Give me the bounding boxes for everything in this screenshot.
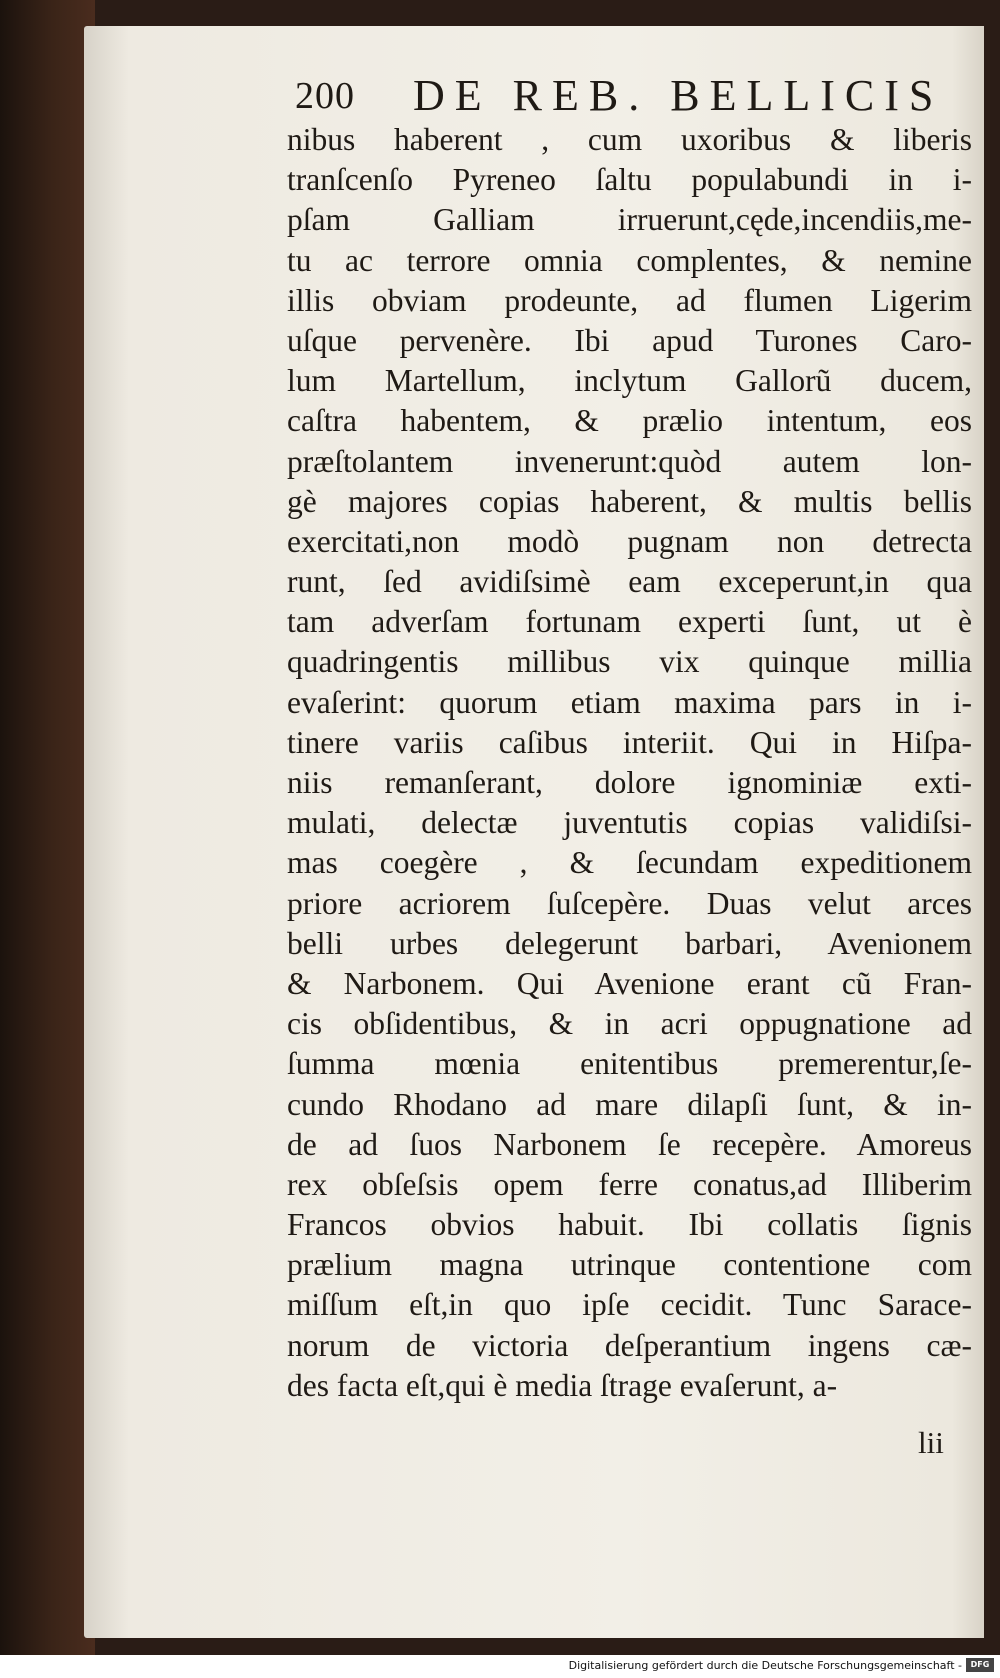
text-line: exercitati,non modò pugnam non detrecta — [287, 523, 972, 559]
text-line: rex obſeſsis opem ferre conatus,ad Illiberim — [287, 1166, 972, 1202]
text-line: Francos obvios habuit. Ibi collatis ſignis — [287, 1207, 972, 1243]
text-line: gè majores copias haberent, & multis bellis — [287, 483, 972, 519]
text-line: pſam Galliam irruerunt,cęde,incendiis,me- — [287, 202, 972, 238]
text-line: priore acriorem ſuſcepère. Duas velut arces — [287, 885, 972, 921]
text-line: illis obviam prodeunte, ad flumen Ligerim — [287, 282, 972, 318]
text-line: & Narbonem. Qui Avenione erant cũ Fran- — [287, 965, 972, 1001]
text-line: lum Martellum, inclytum Gallorũ ducem, — [287, 363, 972, 399]
text-line: cundo Rhodano ad mare dilapſi ſunt, & in- — [287, 1086, 972, 1122]
text-line: cis obſidentibus, & in acri oppugnatione ad — [287, 1006, 972, 1042]
text-line: quadringentis millibus vix quinque millia — [287, 644, 972, 680]
text-line: belli urbes delegerunt barbari, Avenionem — [287, 925, 972, 961]
catchword: lii — [918, 1425, 944, 1460]
text-line: ſumma mœnia enitentibus premerentur,ſe- — [287, 1046, 972, 1082]
text-line: tinere variis caſibus interiit. Qui in Hiſpa- — [287, 724, 972, 760]
running-title: DE REB. BELLICIS — [413, 71, 944, 120]
text-line: evaſerint: quorum etiam maxima pars in i- — [287, 684, 972, 720]
text-line: tu ac terrore omnia complentes, & nemine — [287, 242, 972, 278]
text-line: runt, ſed avidiſsimè eam exceperunt,in qua — [287, 564, 972, 600]
text-line: tam adverſam fortunam experti ſunt, ut è — [287, 604, 972, 640]
text-line: des facta eſt,qui è media ſtrage evaſerunt, a- — [287, 1367, 838, 1403]
footer-bar — [0, 1655, 1000, 1678]
dfg-logo: DFG — [966, 1658, 994, 1672]
text-line: caſtra habentem, & prælio intentum, eos — [287, 403, 972, 439]
text-line: norum de victoria deſperantium ingens cæ- — [287, 1327, 972, 1363]
text-line: niis remanſerant, dolore ignominiæ exti- — [287, 765, 972, 800]
text-line: nibus haberent , cum uxoribus & liberis — [287, 122, 972, 157]
text-line: præſtolantem invenerunt:quòd autem lon- — [287, 443, 972, 479]
text-line: prælium magna utrinque contentione com — [287, 1247, 972, 1283]
page-right-edge — [984, 0, 1000, 1655]
text-line: mulati, delectæ juventutis copias validiſsi- — [287, 805, 972, 841]
body-text — [287, 120, 972, 1406]
text-line: mas coegère , & ſecundam expeditionem — [287, 845, 972, 881]
page-number: 200 — [295, 75, 355, 117]
footer-credit: Digitalisierung gefördert durch die Deutsche Forschungsgemeinschaft - — [568, 1659, 962, 1672]
book-binding-edge — [0, 0, 95, 1655]
text-line: de ad ſuos Narbonem ſe recepère. Amoreus — [287, 1126, 972, 1162]
text-line: tranſcenſo Pyreneo ſaltu populabundi in i- — [287, 162, 972, 198]
text-line: miſſum eſt,in quo ipſe cecidit. Tunc Sarace- — [287, 1287, 972, 1323]
text-line: uſque pervenère. Ibi apud Turones Caro- — [287, 322, 972, 358]
